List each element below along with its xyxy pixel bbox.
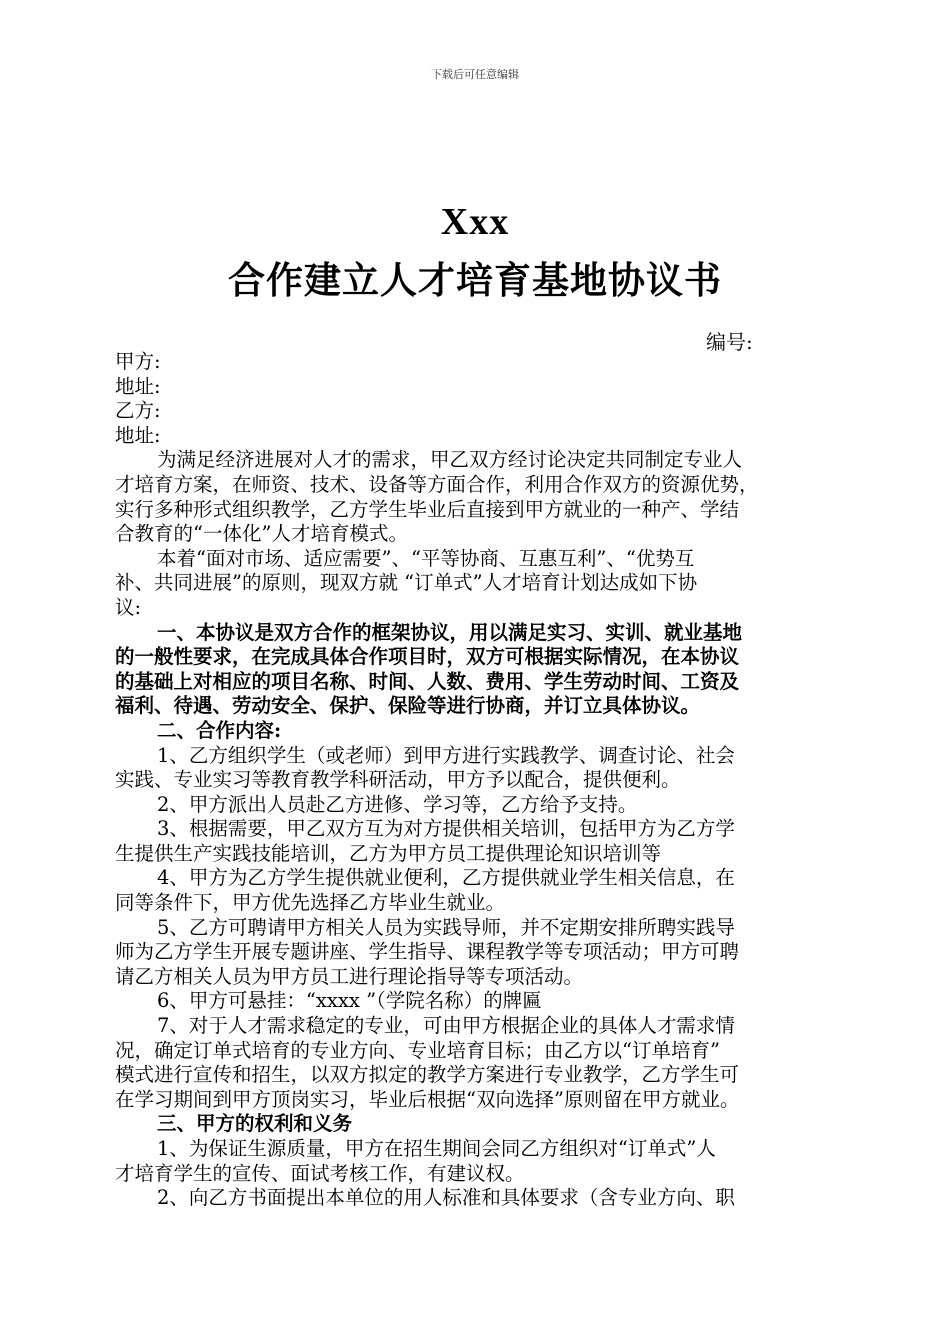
text-line: 在学习期间到甲方顶岗实习，毕业后根据“双向选择”原则留在甲方就业。 (115, 1087, 740, 1111)
text-line: 本着“面对市场、适应需要”、“平等协商、互惠互利”、“优势互 (157, 546, 695, 570)
text-line: 的一般性要求，在完成具体合作项目时，双方可根据实际情况，在本协议 (115, 645, 740, 669)
text-line: 模式进行宣传和招生，以双方拟定的教学方案进行专业教学，乙方学生可 (115, 1063, 740, 1087)
text-line: 7、对于人才需求稳定的专业，可由甲方根据企业的具体人才需求情 (157, 1014, 735, 1038)
party-a-address-label: 地址: (115, 374, 161, 398)
text-line: 1、乙方组织学生（或老师）到甲方进行实践教学、调查讨论、社会 (157, 743, 735, 767)
text-line: 请乙方相关人员为甲方员工进行理论指导等专项活动。 (115, 964, 584, 988)
document-body (115, 350, 845, 1211)
document-title-line2: 合作建立人才培育基地协议书 (228, 258, 722, 302)
text-line: 福利、待遇、劳动安全、保护、保险等进行协商，并订立具体协议。 (115, 694, 701, 718)
party-b-label: 乙方: (115, 399, 161, 423)
party-b-address-label: 地址: (115, 423, 161, 447)
page-header-note: 下载后可任意编辑 (431, 68, 519, 81)
text-line: 的基础上对相应的项目名称、时间、人数、费用、学生劳动时间、工资及 (115, 669, 740, 693)
text-line: 议: (115, 595, 142, 619)
text-line: 一、本协议是双方合作的框架协议，用以满足实习、实训、就业基地 (157, 620, 743, 644)
text-line: 实行多种形式组织教学，乙方学生毕业后直接到甲方就业的一种产、学结 (115, 497, 740, 521)
text-line: 2、向乙方书面提出本单位的用人标准和具体要求（含专业方向、职 (157, 1186, 735, 1210)
document-number-label: 编号: (706, 330, 753, 354)
text-line: 实践、专业实习等教育教学科研活动，甲方予以配合，提供便利。 (115, 768, 681, 792)
text-line: 为满足经济进展对人才的需求，甲乙双方经讨论决定共同制定专业人 (157, 448, 743, 472)
text-line: 补、共同进展”的原则，现双方就 “订单式”人才培育计划达成如下协 (115, 571, 698, 595)
text-line: 才培育学生的宣传、面试考核工作，有建议权。 (115, 1161, 525, 1185)
text-line: 三、甲方的权利和义务 (157, 1112, 353, 1136)
text-line: 2、甲方派出人员赴乙方进修、学习等，乙方给予支持。 (157, 792, 638, 816)
agreement-text (115, 448, 845, 1210)
text-line: 5、乙方可聘请甲方相关人员为实践导师，并不定期安排所聘实践导 (157, 915, 735, 939)
text-line: 1、为保证生源质量，甲方在招生期间会同乙方组织对“订单式”人 (157, 1137, 716, 1160)
party-a-label: 甲方: (115, 350, 161, 373)
text-line: 同等条件下，甲方优先选择乙方毕业生就业。 (115, 891, 506, 915)
text-line: 况，确定订单式培育的专业方向、专业培育目标；由乙方以“订单培育” (115, 1038, 720, 1062)
text-line: 二、合作内容: (157, 718, 282, 742)
text-line: 合教育的“一体化”人才培育模式。 (115, 522, 408, 546)
text-line: 生提供生产实践技能培训，乙方为甲方员工提供理论知识培训等 (115, 841, 662, 865)
text-line: 4、甲方为乙方学生提供就业便利，乙方提供就业学生相关信息，在 (157, 866, 735, 890)
text-line: 才培育方案，在师资、技术、设备等方面合作，利用合作双方的资源优势， (115, 472, 759, 496)
text-line: 6、甲方可悬挂：“xxxx ”（学院名称）的牌匾 (157, 989, 542, 1013)
document-title-line1: Xxx (440, 201, 510, 243)
text-line: 师为乙方学生开展专题讲座、学生指导、课程教学等专项活动；甲方可聘 (115, 940, 740, 964)
text-line: 3、根据需要，甲乙双方互为对方提供相关培训，包括甲方为乙方学 (157, 817, 735, 841)
